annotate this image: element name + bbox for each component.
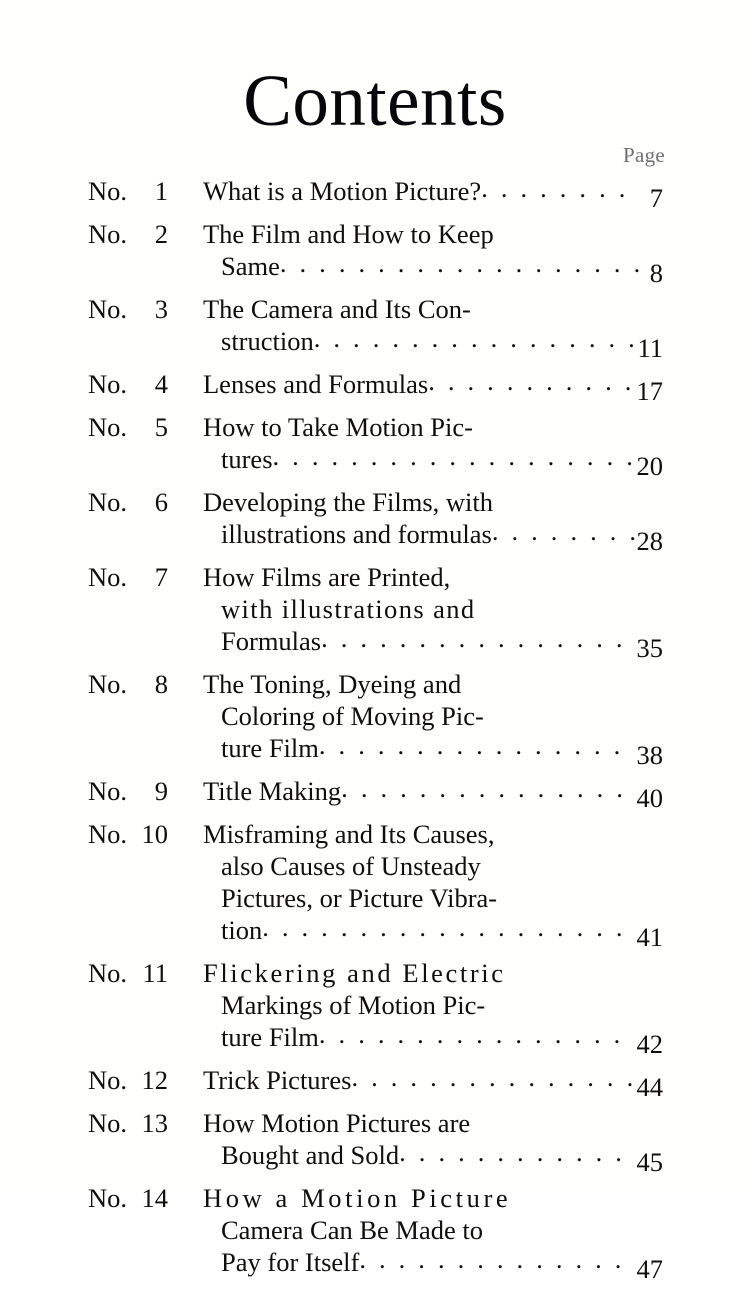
toc-entry-title-line: tion [221, 915, 263, 945]
toc-entry-title-line: Pay for Itself [221, 1247, 360, 1277]
toc-entry-line [0, 368, 750, 406]
toc-entry-page-number: 42 [636, 1029, 663, 1059]
toc-entry-number: 1 [154, 176, 168, 206]
toc-entry-number: 13 [141, 1108, 168, 1138]
toc-entry-title-line: Bought and Sold [221, 1140, 400, 1170]
dot-leader [359, 1246, 634, 1278]
toc-entry-number-prefix: No. [88, 219, 128, 249]
toc-entry-title-line: also Causes of Unsteady [221, 851, 481, 881]
toc-entry-line [0, 700, 750, 732]
toc-entry-number-prefix: No. [88, 487, 128, 517]
toc-entry-number-prefix: No. [88, 176, 128, 206]
toc-entry-line [0, 1064, 750, 1102]
toc-entry-line [0, 175, 750, 213]
toc-entry-title-line: Same [221, 251, 280, 281]
toc-entry-line [0, 882, 750, 914]
toc-entry-page-number: 38 [636, 740, 663, 770]
dot-leader [399, 1139, 634, 1171]
dot-leader [273, 443, 635, 475]
toc-entry-title-line: Coloring of Moving Pic- [221, 701, 484, 731]
toc-entry-title-line: The Film and How to Keep [203, 219, 494, 249]
toc-entry-page-number: 17 [636, 376, 663, 406]
toc-entry-line [0, 732, 750, 770]
dot-leader [341, 775, 634, 807]
toc-entry-title-line: ture Film [221, 1022, 319, 1052]
toc-entry-title-line: with illustrations and [221, 594, 476, 624]
toc-entry-page-number: 44 [636, 1072, 663, 1102]
toc-entry-page-number: 35 [636, 633, 663, 663]
toc-entry-number-prefix: No. [88, 369, 128, 399]
toc-entry-title-line: What is a Motion Picture? [203, 176, 482, 206]
toc-entry-number-prefix: No. [88, 819, 128, 849]
toc-entry-line [0, 486, 750, 518]
toc-entry-title-line: How Motion Pictures are [203, 1108, 471, 1138]
toc-entry-line [0, 593, 750, 625]
toc-entry-title-line: Camera Can Be Made to [221, 1215, 483, 1245]
toc-entry-line [0, 293, 750, 325]
toc-entry[interactable] [0, 957, 750, 1059]
toc-entry-title-line: ture Film [221, 733, 319, 763]
toc-entry-number-prefix: No. [88, 776, 128, 806]
toc-leader-row [203, 914, 663, 953]
toc-entry-title-line: The Toning, Dyeing and [203, 669, 462, 699]
toc-entry-number: 4 [154, 369, 168, 399]
toc-entry-title-line: How a Motion Picture [203, 1183, 512, 1213]
toc-entry-number: 10 [141, 819, 168, 849]
dot-leader [314, 325, 636, 357]
toc-entry-title-line: Flickering and Electric [203, 958, 506, 988]
toc-entry-page-number: 11 [637, 333, 663, 363]
toc-entry-line [0, 1246, 750, 1284]
dot-leader [319, 1021, 635, 1053]
dot-leader [319, 732, 635, 764]
toc-entry-number: 11 [142, 958, 168, 988]
toc-entry[interactable] [0, 293, 750, 363]
dot-leader [280, 250, 639, 282]
toc-entry-line [0, 518, 750, 556]
dot-leader [321, 625, 634, 657]
toc-entry-line [0, 957, 750, 989]
toc-entry-line [0, 775, 750, 813]
toc-entry-number: 5 [154, 412, 168, 442]
dot-leader [492, 518, 635, 550]
toc-entry-page-number: 7 [649, 183, 663, 213]
toc-entry[interactable] [0, 486, 750, 556]
toc-entry-number: 14 [141, 1183, 168, 1213]
toc-entry-line [0, 1182, 750, 1214]
toc-entry-line [0, 250, 750, 288]
page-title: Contents [243, 60, 507, 141]
toc-entry-number-prefix: No. [88, 294, 128, 324]
toc-entry-title-line: Markings of Motion Pic- [221, 990, 486, 1020]
toc-entry-line [0, 1107, 750, 1139]
toc-entry-number-prefix: No. [88, 669, 128, 699]
dot-leader [481, 175, 639, 207]
toc-entry-page-number: 45 [636, 1147, 663, 1177]
toc-entry[interactable] [0, 668, 750, 770]
toc-entry[interactable] [0, 775, 750, 813]
toc-entry-title-line: The Camera and Its Con- [203, 294, 471, 324]
toc-entry-line [0, 411, 750, 443]
toc-entry-line [0, 443, 750, 481]
toc-entry-title-line: How to Take Motion Pic- [203, 412, 473, 442]
table-of-contents-list [0, 175, 750, 1289]
toc-entry-title-line: Misframing and Its Causes, [203, 819, 495, 849]
dot-leader [262, 914, 634, 946]
toc-entry-line [0, 850, 750, 882]
toc-entry-title-line: struction [221, 326, 314, 356]
toc-entry-title-line: Formulas [221, 626, 322, 656]
toc-entry-number-prefix: No. [88, 1108, 128, 1138]
toc-entry-page-number: 28 [636, 526, 663, 556]
toc-entry-page-number: 47 [636, 1254, 663, 1284]
toc-entry-line [0, 561, 750, 593]
toc-entry-number-prefix: No. [88, 1183, 128, 1213]
toc-entry-number: 12 [141, 1065, 168, 1095]
toc-entry-title-line: tures [221, 444, 273, 474]
toc-entry[interactable] [0, 368, 750, 406]
toc-entry[interactable] [0, 1064, 750, 1102]
toc-entry-number-prefix: No. [88, 412, 128, 442]
toc-entry-line [0, 914, 750, 952]
toc-entry-line [0, 818, 750, 850]
toc-entry-page-number: 20 [636, 451, 663, 481]
toc-entry[interactable] [0, 1107, 750, 1177]
toc-entry-number-prefix: No. [88, 1065, 128, 1095]
toc-entry-title-line: illustrations and formulas [221, 519, 492, 549]
toc-entry[interactable] [0, 411, 750, 481]
toc-entry-number: 8 [154, 669, 168, 699]
toc-entry-number: 9 [154, 776, 168, 806]
dot-leader [428, 368, 634, 400]
toc-entry-line [0, 218, 750, 250]
toc-entry[interactable] [0, 218, 750, 288]
toc-entry-number-prefix: No. [88, 562, 128, 592]
toc-entry-number: 3 [154, 294, 168, 324]
toc-entry-line [0, 989, 750, 1021]
toc-entry-line [0, 625, 750, 663]
toc-entry-title-line: Pictures, or Picture Vibra- [221, 883, 498, 913]
toc-entry-title-line: Developing the Films, with [203, 487, 494, 517]
toc-entry[interactable] [0, 1182, 750, 1284]
toc-entry-title-line: Lenses and Formulas [203, 369, 429, 399]
toc-entry-line [0, 1214, 750, 1246]
dot-leader [351, 1064, 634, 1096]
toc-entry-line [0, 668, 750, 700]
page-number-column-header: Page [622, 143, 665, 167]
toc-entry[interactable] [0, 175, 750, 213]
toc-entry-title-line: How Films are Printed, [203, 562, 451, 592]
toc-entry-number: 2 [154, 219, 168, 249]
toc-entry-line [0, 1021, 750, 1059]
toc-entry-page-number: 8 [649, 258, 663, 288]
toc-entry-title-line: Trick Pictures [203, 1065, 352, 1095]
toc-entry-page-number: 41 [636, 922, 663, 952]
toc-entry[interactable] [0, 561, 750, 663]
toc-entry-number-prefix: No. [88, 958, 128, 988]
toc-entry-page-number: 40 [636, 783, 663, 813]
toc-entry[interactable] [0, 818, 750, 952]
toc-entry-line [0, 325, 750, 363]
toc-entry-number: 7 [154, 562, 168, 592]
toc-entry-title-line: Title Making [203, 776, 342, 806]
toc-entry-number: 6 [154, 487, 168, 517]
toc-entry-line [0, 1139, 750, 1177]
